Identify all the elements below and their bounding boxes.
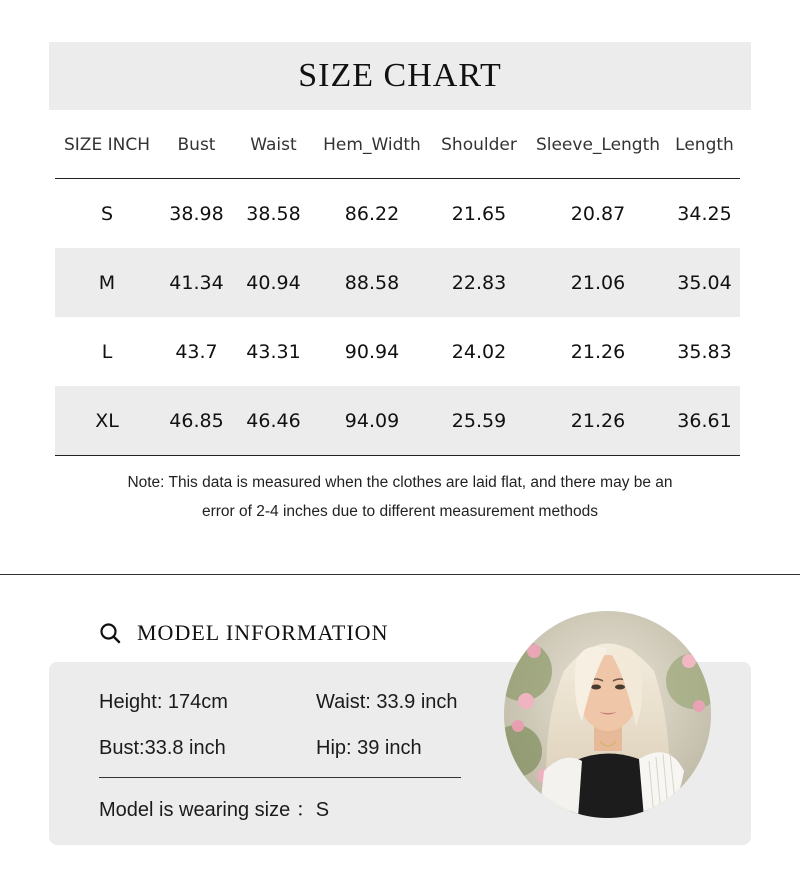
- column-header: Shoulder: [431, 112, 527, 179]
- model-wearing-size: Model is wearing size ：S: [99, 799, 330, 821]
- table-cell: 38.98: [169, 202, 224, 225]
- table-cell: 35.04: [669, 248, 740, 317]
- table-cell: 38.58: [246, 202, 301, 225]
- model-height: Height: 174cm: [99, 691, 228, 713]
- size-label: S: [100, 202, 114, 225]
- table-cell: 35.83: [677, 340, 732, 363]
- table-cell: 22.83: [431, 248, 527, 317]
- table-header-row: [55, 112, 740, 179]
- table-cell: 46.85: [159, 386, 234, 456]
- table-cell: 21.06: [527, 248, 669, 317]
- table-cell: 25.59: [431, 386, 527, 456]
- table-cell: 36.61: [669, 386, 740, 456]
- model-photo: [504, 611, 711, 818]
- table-row: [55, 317, 740, 386]
- model-hip: Hip: 39 inch: [316, 737, 422, 759]
- note-line-2: error of 2-4 inches due to different measurement methods: [201, 503, 599, 520]
- column-header: Bust: [159, 112, 234, 179]
- table-cell: 21.65: [451, 202, 507, 225]
- table-cell: 40.94: [234, 248, 313, 317]
- model-waist: Waist: 33.9 inch: [316, 691, 458, 713]
- table-cell: 43.7: [175, 340, 218, 363]
- model-info-heading: [99, 620, 388, 646]
- table-cell: 86.22: [344, 202, 400, 225]
- table-cell: 34.25: [677, 202, 732, 225]
- table-cell: 24.02: [451, 340, 507, 363]
- table-cell: 21.26: [527, 386, 669, 456]
- note-line-1: Note: This data is measured when the clothes are laid flat, and there may be an: [127, 474, 673, 491]
- table-cell: 21.26: [570, 340, 626, 363]
- model-info-rule: [99, 777, 461, 778]
- size-chart-header: [49, 42, 751, 110]
- size-table: [55, 112, 740, 456]
- table-cell: 41.34: [159, 248, 234, 317]
- model-portrait-image: [504, 611, 711, 818]
- column-header: Hem_Width: [313, 112, 431, 179]
- table-cell: 43.31: [246, 340, 301, 363]
- size-label: XL: [55, 386, 159, 456]
- size-label: L: [101, 340, 113, 363]
- table-cell: 46.46: [234, 386, 313, 456]
- section-divider: [0, 574, 800, 575]
- table-cell: 94.09: [313, 386, 431, 456]
- table-cell: 88.58: [313, 248, 431, 317]
- column-header: Length: [669, 112, 740, 179]
- table-row: [55, 386, 740, 456]
- table-cell: 90.94: [344, 340, 400, 363]
- model-bust: Bust:33.8 inch: [99, 737, 226, 759]
- table-row: [55, 248, 740, 317]
- search-icon: [99, 622, 121, 644]
- column-header: SIZE INCH: [55, 112, 159, 179]
- column-header: Waist: [234, 112, 313, 179]
- measurement-note: [60, 468, 740, 526]
- table-row: [55, 179, 740, 249]
- size-chart-title: SIZE CHART: [298, 57, 502, 94]
- table-cell: 20.87: [570, 202, 626, 225]
- size-label: M: [55, 248, 159, 317]
- model-info-title: MODEL INFORMATION: [137, 620, 389, 645]
- column-header: Sleeve_Length: [527, 112, 669, 179]
